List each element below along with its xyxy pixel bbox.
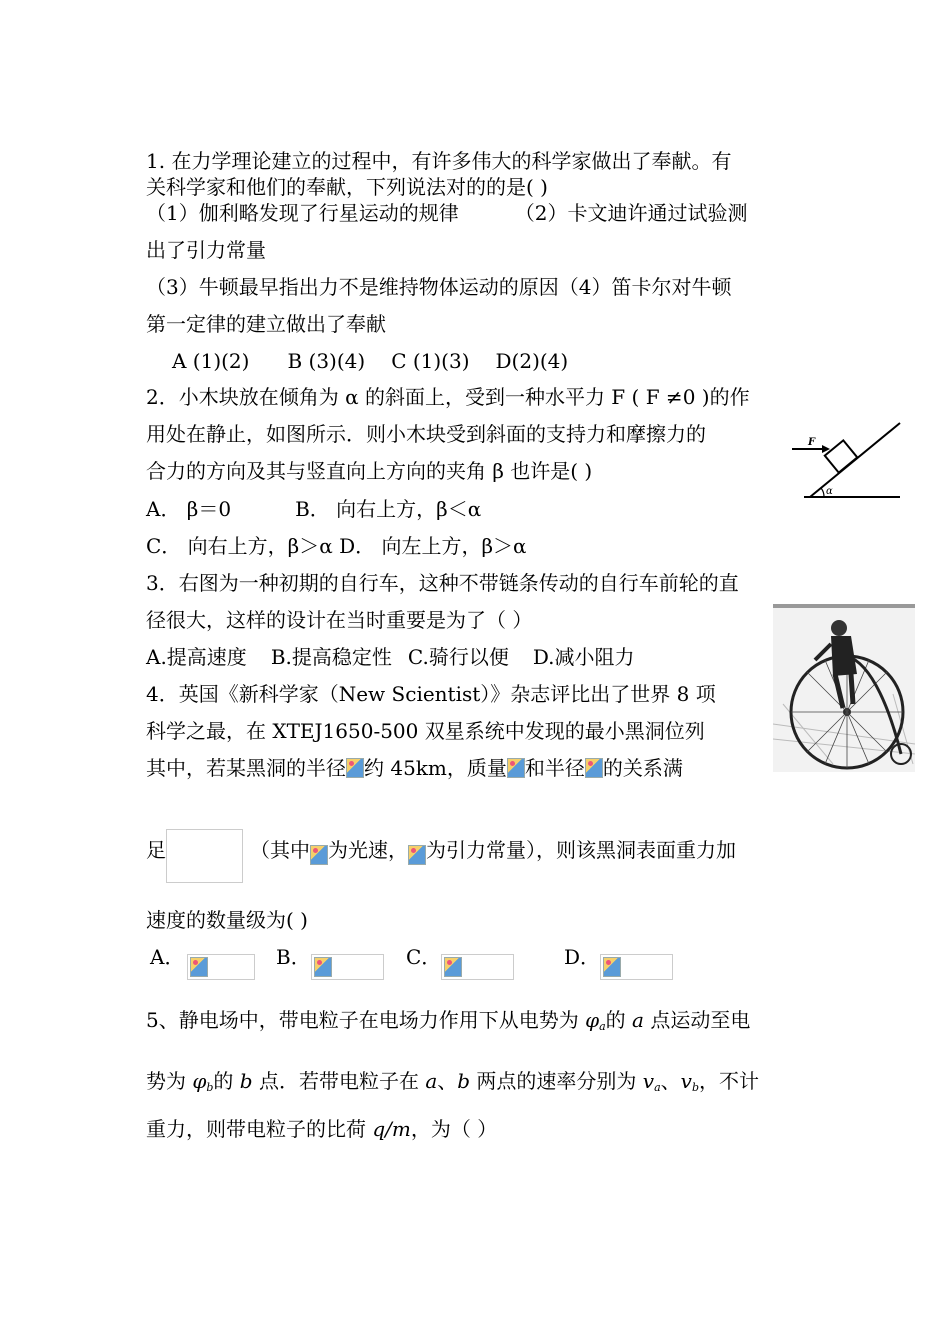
q4-opt-a-image	[187, 954, 255, 980]
q1-line4: 出了引力常量	[146, 238, 266, 262]
q5-line3: 重力，则带电粒子的比荷 q/m，为（ ）	[146, 1117, 498, 1141]
incline-figure	[790, 418, 905, 504]
force-label: F	[808, 437, 816, 448]
q5-line1: 5、静电场中，带电粒子在电场力作用下从电势为 $\varphi_a$的 a 点运动至电	[146, 1008, 751, 1033]
relation-formula-frame	[166, 829, 243, 883]
q2-opt-a: A． β＝0	[146, 497, 232, 521]
block	[825, 440, 858, 472]
q3-opt-c: C.骑行以便	[407, 645, 509, 669]
q1-choice-a: A (1)(2)	[172, 349, 250, 373]
q1-choices	[172, 348, 568, 374]
q4-opt-b-label: B．	[276, 945, 311, 969]
angle-arc	[821, 488, 824, 497]
q2-line1: 2．小木块放在倾角为 α 的斜面上，受到一种水平力 F ( F ≠0 )的作	[146, 385, 750, 409]
q3-opt-b: B.提高稳定性	[270, 645, 392, 669]
q4-line5: 速度的数量级为( )	[146, 908, 308, 932]
q4-line2: 科学之最，在 XTEJ1650-500 双星系统中发现的最小黑洞位列	[146, 719, 705, 743]
q1-options-line	[146, 200, 747, 226]
mass-symbol-image	[507, 758, 525, 778]
light-speed-symbol-image	[310, 845, 328, 865]
q4-line3: 其中，若某黑洞的半径 约 45km，质量 和半径 的关系满	[146, 756, 683, 780]
q4-opt-d-label: D．	[564, 945, 601, 969]
q3-options	[146, 644, 635, 670]
q4-opt-a-icon	[190, 957, 208, 977]
q1-choice-c: C (1)(3)	[391, 349, 470, 373]
q2-options-ab	[146, 496, 481, 522]
q4-opt-d-image	[600, 954, 673, 980]
q4-opt-c-image	[441, 954, 514, 980]
q3-opt-d: D.减小阻力	[532, 645, 635, 669]
q4-opt-a-label: A．	[150, 945, 185, 969]
q2-line2: 用处在静止，如图所示．则小木块受到斜面的支持力和摩擦力的	[146, 422, 706, 446]
penny-farthing-image	[773, 604, 915, 772]
q1-line2: 关科学家和他们的奉献，下列说法对的的是( )	[146, 175, 548, 199]
q1-choice-d: D(2)(4)	[495, 349, 569, 373]
q2-options-cd: C． 向右上方，β＞α D． 向左上方，β＞α	[146, 534, 527, 558]
q1-line1: 1. 在力学理论建立的过程中，有许多伟大的科学家做出了奉献。有	[146, 149, 732, 173]
q4-opt-d-icon	[603, 957, 621, 977]
gravity-constant-symbol-image	[408, 845, 426, 865]
q5-line2: 势为 $\varphi_b$的 b 点．若带电粒子在 a、b 两点的速率分别为 $v_a$、$v_b$，不计	[146, 1069, 760, 1094]
q2-opt-b: B． 向右上方，β＜α	[295, 497, 482, 521]
q3-line1: 3．右图为一种初期的自行车，这种不带链条传动的自行车前轮的直	[146, 571, 739, 595]
q4-opt-c-icon	[444, 957, 462, 977]
q1-line5: （3）牛顿最早指出力不是维持物体运动的原因（4）笛卡尔对牛顿	[146, 275, 732, 299]
q4-opt-b-icon	[314, 957, 332, 977]
q3-opt-a: A.提高速度	[146, 645, 247, 669]
q1-line6: 第一定律的建立做出了奉献	[146, 312, 386, 336]
angle-label: α	[826, 486, 833, 497]
q4-opt-c-label: C．	[406, 945, 442, 969]
q3-line2: 径很大，这样的设计在当时重要是为了（ ）	[146, 608, 533, 632]
q1-opt2: （2）卡文迪许通过试验测	[514, 201, 748, 225]
q2-line3: 合力的方向及其与竖直向上方向的夹角 β 也许是( )	[146, 459, 593, 483]
q1-opt1: （1）伽利略发现了行星运动的规律	[146, 201, 459, 225]
q4-line4: 足 （其中 为光速， 为引力常量），则该黑洞表面重力加	[146, 831, 736, 865]
radius-symbol-image-2	[585, 758, 603, 778]
q4-line1: 4．英国《新科学家（New Scientist）》杂志评比出了世界 8 项	[146, 682, 716, 706]
radius-symbol-image	[346, 758, 364, 778]
q1-choice-b: B (3)(4)	[287, 349, 366, 373]
q4-opt-b-image	[311, 954, 384, 980]
